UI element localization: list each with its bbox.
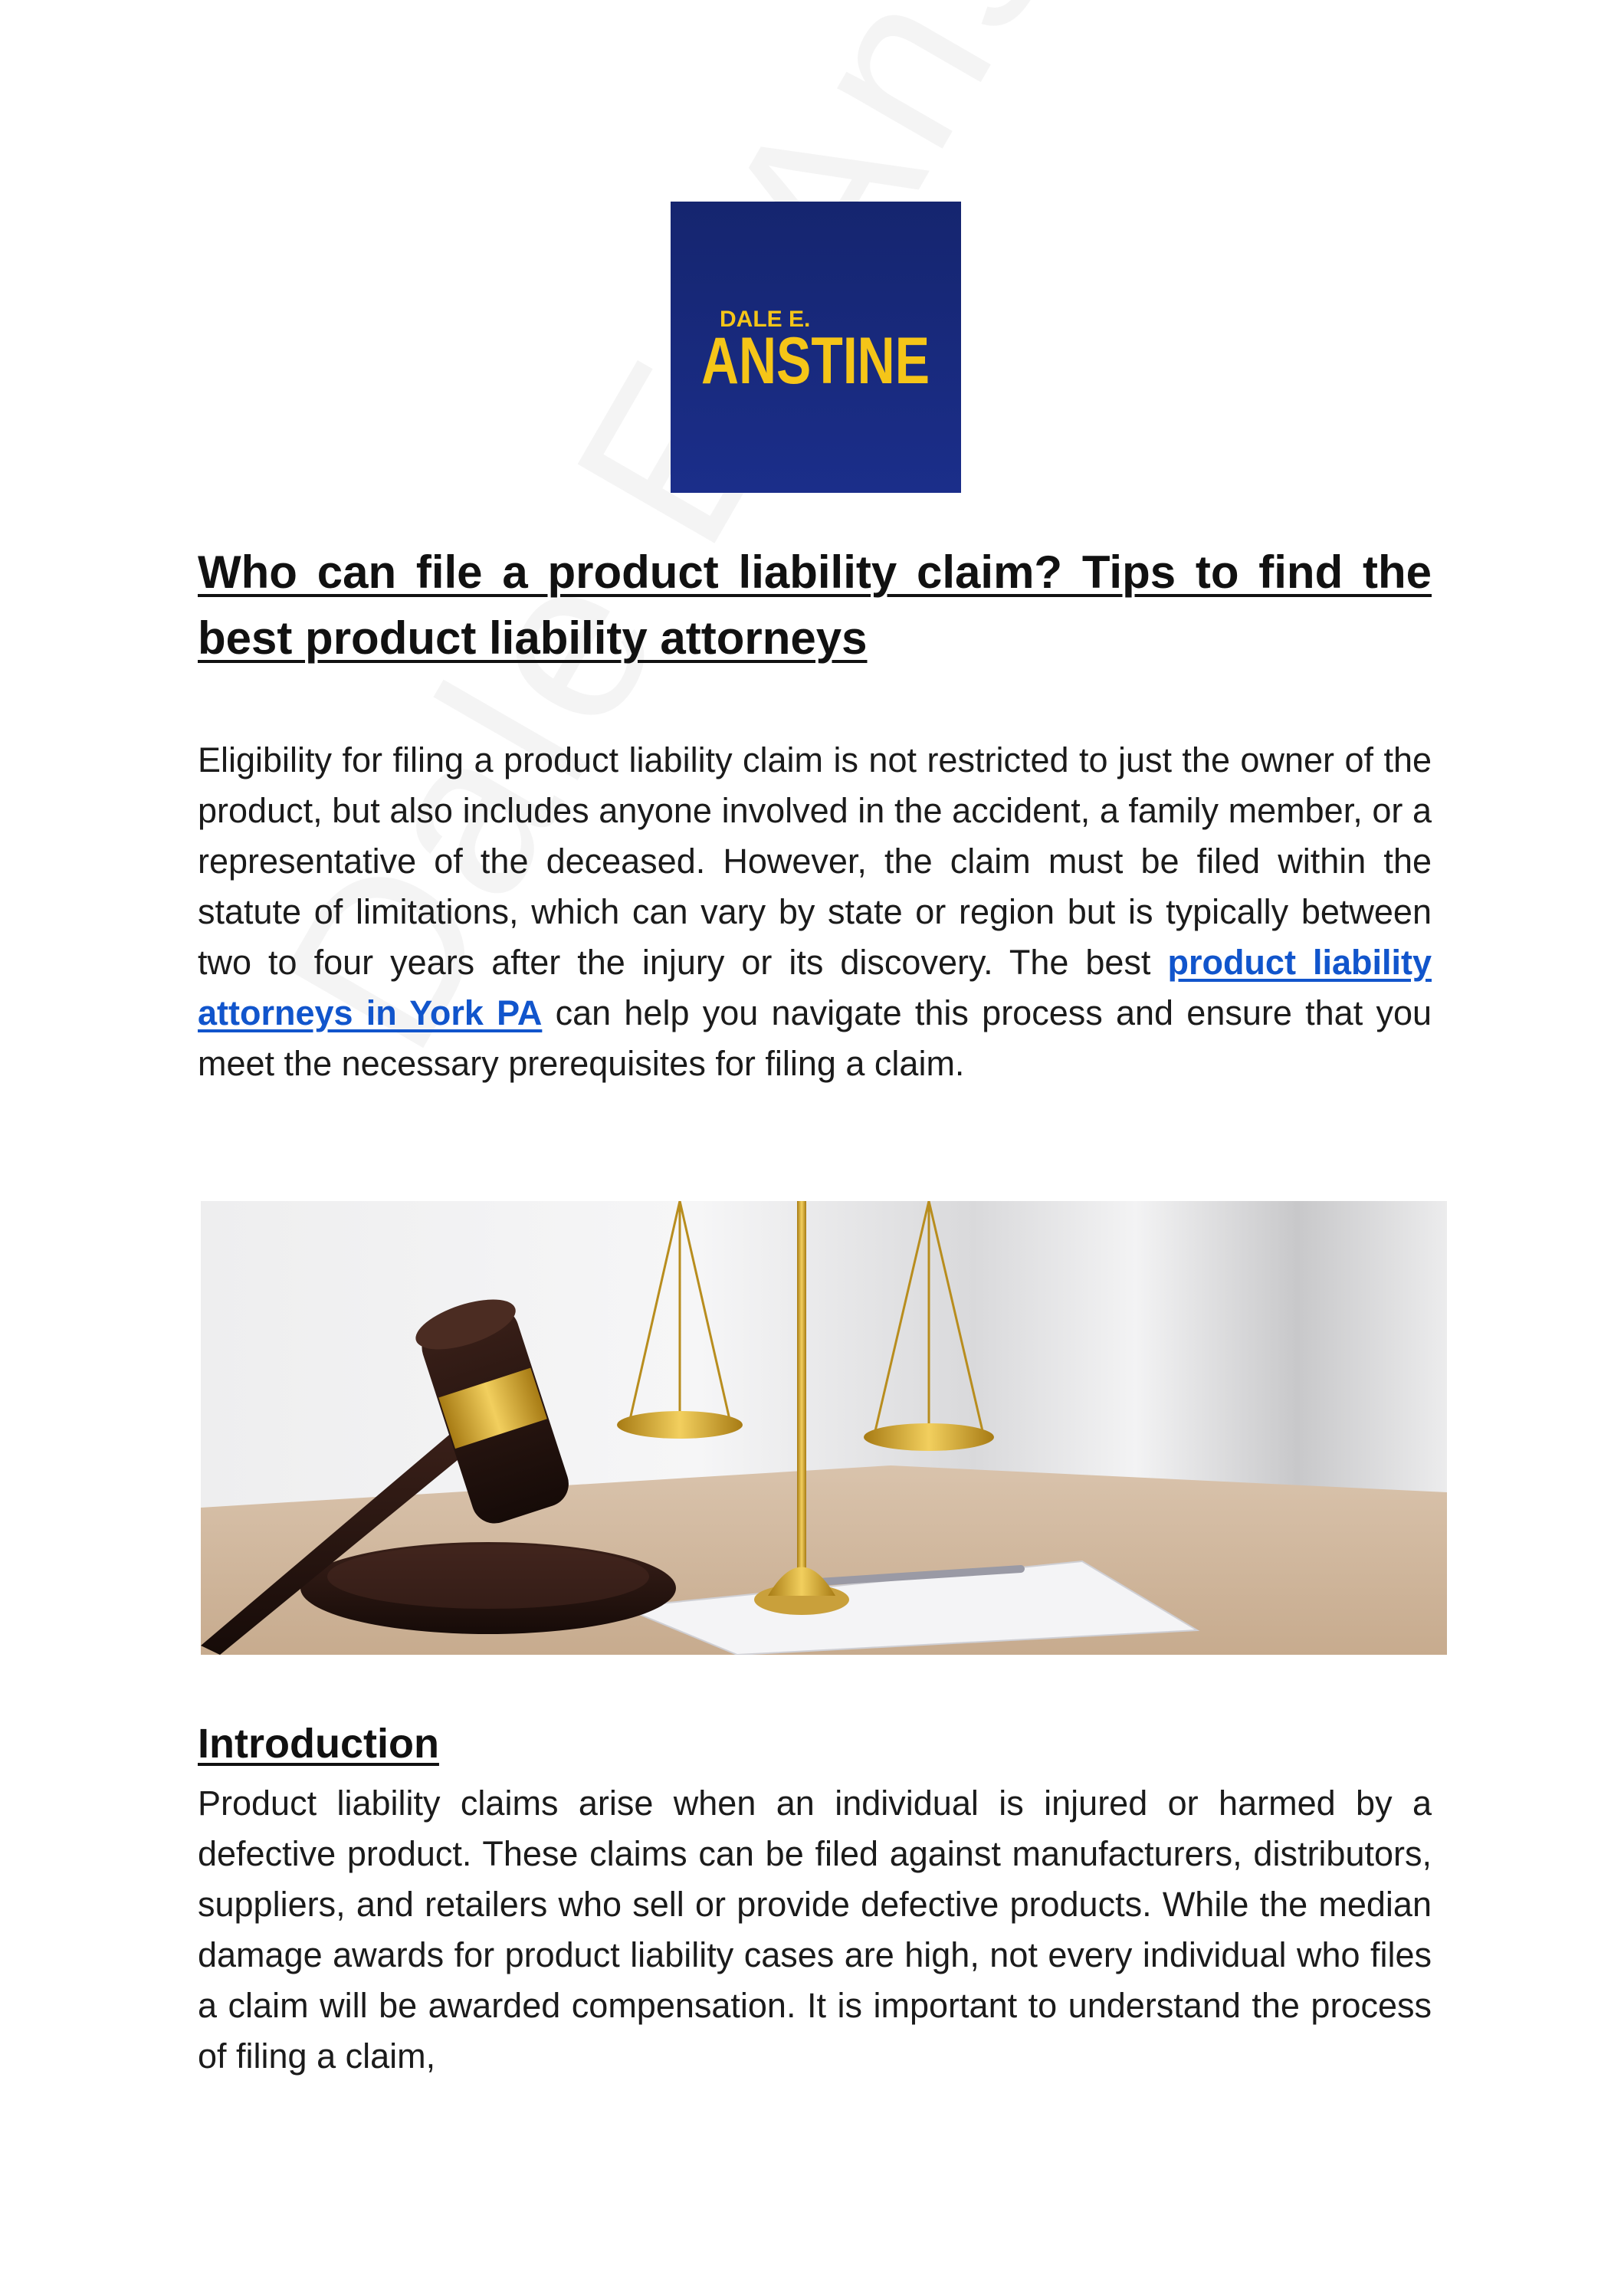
logo-line2: ANSTINE	[701, 324, 930, 398]
introduction-paragraph: Product liability claims arise when an individual is injured or harmed by a defective product. These claims can be filed against manufacturers, distributors, suppliers, and retailers who sell or provide defective products. While the median damage awards for product liability cases are high, not every individual who files a claim will be awarded compensation. It is important to understand the process of filing a claim,	[198, 1784, 1432, 2076]
scale-left-pan	[630, 1201, 730, 1419]
intro-text-after-link: can help you navigate this process and ensure that you meet the necessary prerequisites for filing a claim.	[198, 993, 1432, 1083]
gavel-and-scales-image	[201, 1201, 1447, 1655]
gavel-scales-illustration	[201, 1201, 1447, 1655]
scale-pillar	[797, 1201, 806, 1577]
page-title: Who can file a product liability claim? Tips to find the best product liability attorneys	[198, 546, 1432, 664]
intro-text-before-link: Eligibility for filing a product liability claim is not restricted to just the owner of the product, but also includes anyone involved in the accident, a family member, or a representative of the deceased. However, the claim must be filed within the statute of limitations, which can vary by state or region but is typically between two to four years after the injury or its discovery. The best	[198, 740, 1432, 982]
scale-right-pan	[875, 1201, 983, 1431]
anstine-logo	[671, 202, 961, 493]
intro-paragraph	[198, 735, 1432, 1089]
introduction-heading: Introduction	[198, 1721, 439, 1767]
attorneys-york-pa-link[interactable]: product liability attorneys in York PA	[198, 943, 1432, 1032]
logo-line1: DALE E.	[720, 307, 811, 332]
